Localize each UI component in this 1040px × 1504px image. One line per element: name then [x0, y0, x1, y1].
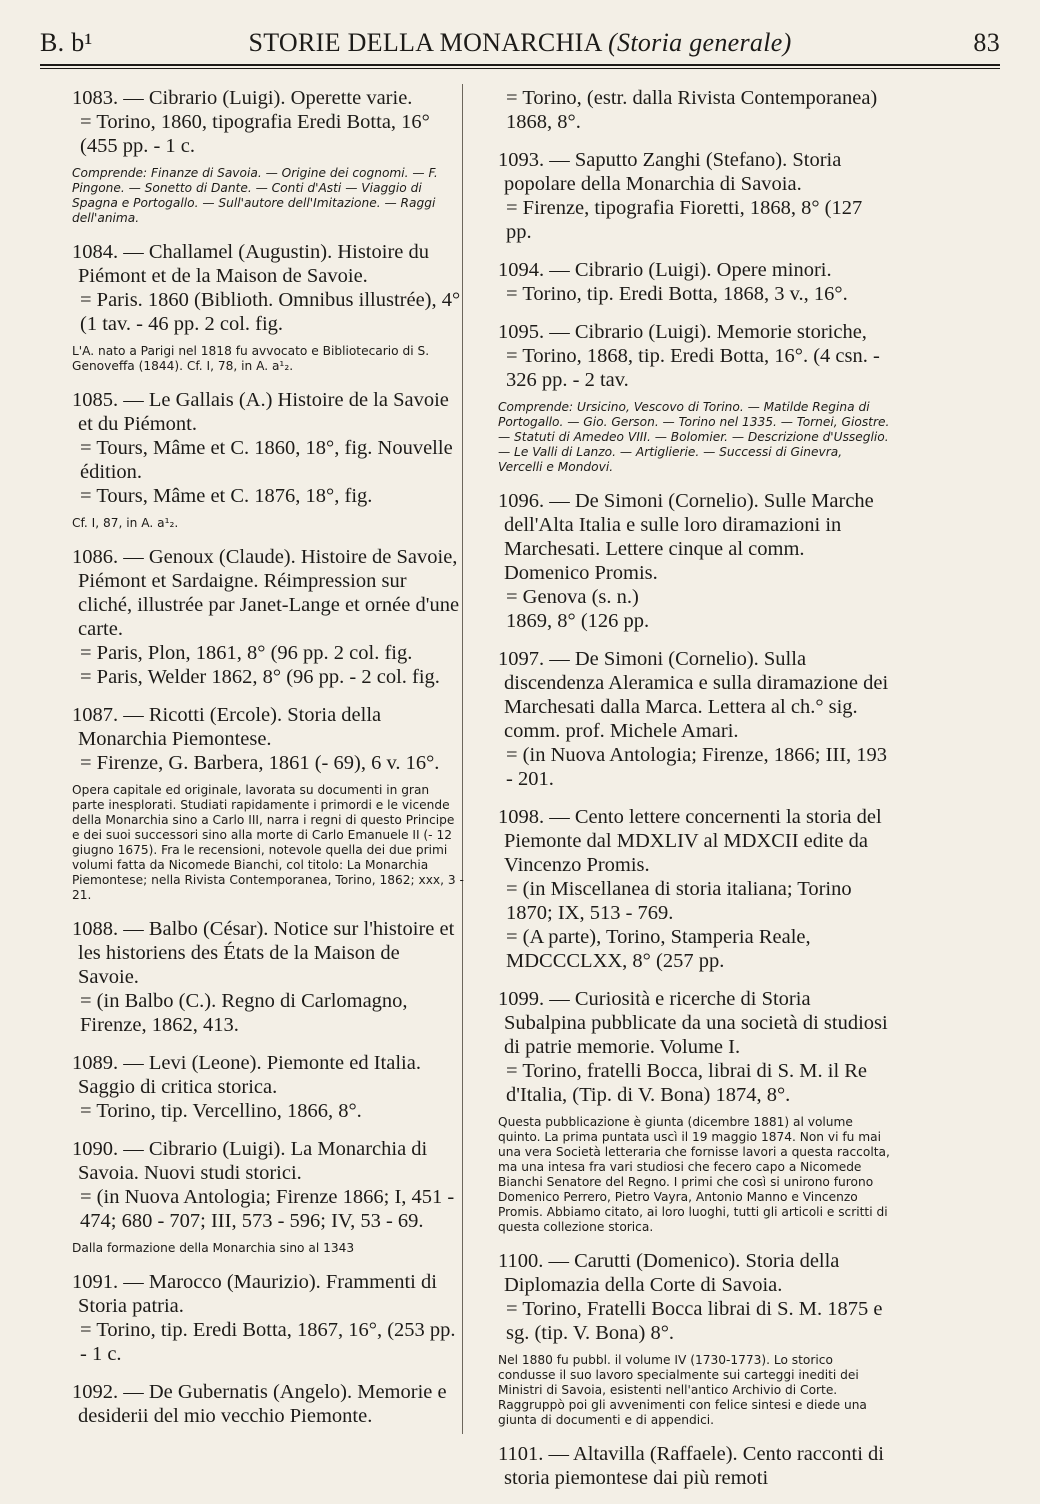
entry-note: Cf. I, 87, in A. a¹₂. — [72, 516, 179, 530]
entry-1087 — [72, 703, 464, 903]
entry-main: 1099. — Curiosità e ricerche di Storia Subalpina pubblicate da una società di studiosi di patrie memorie. Volume I. — [498, 988, 888, 1058]
entry-1083 — [72, 86, 464, 226]
entry-1093 — [498, 148, 890, 244]
entry-main: 1093. — Saputto Zanghi (Stefano). Storia popolare della Monarchia di Savoia. — [498, 149, 842, 195]
header-rule-thin — [40, 68, 1000, 69]
entry-imprint: = Torino, tip. Eredi Botta, 1867, 16°, (253 pp. - 1 c. — [80, 1319, 456, 1365]
entry-imprint: = (in Nuova Antologia; Firenze 1866; I, 451 - 474; 680 - 707; III, 573 - 596; IV, 53 - 69. — [80, 1186, 455, 1232]
entry-imprint: = Paris, Welder 1862, 8° (96 pp. - 2 col. fig. — [80, 666, 440, 688]
entry-1101 — [498, 1442, 890, 1490]
entry-imprint: = Tours, Mâme et C. 1876, 18°, fig. — [80, 485, 373, 507]
entry-imprint: = Torino, fratelli Bocca, librai di S. M. il Re d'Italia, (Tip. di V. Bona) 1874, 8°. — [506, 1060, 868, 1106]
entry-1097 — [498, 647, 890, 791]
entry-1094 — [498, 258, 890, 306]
entry-main: 1085. — Le Gallais (A.) Histoire de la Savoie et du Piémont. — [72, 389, 449, 435]
entry-1096 — [498, 489, 890, 633]
entry-imprint: = Genova (s. n.) — [506, 586, 639, 608]
entry-note: Opera capitale ed originale, lavorata su documenti in gran parte inesplorati. Studiati rapidamente i primordi e le vicende della Monarchia sino a Carlo III, narra i regni di questo Principe e dei suoi successori sino alla morte di Carlo Emanuele II (- 12 giugno 1675). Fra le recensioni, notevole quella dei due primi volumi fatta da Nicomede Bianchi, col titolo: La Monarchia Piemontese; nella Rivista Contemporanea, Torino, 1862; xxx, 3 - 21. — [72, 783, 464, 902]
entry-main: 1098. — Cento lettere concernenti la storia del Piemonte dal MDXLIV al MDXCII edite da Vincenzo Promis. — [498, 806, 882, 876]
entry-imprint: = Firenze, tipografia Fioretti, 1868, 8° (127 pp. — [506, 197, 863, 243]
running-header — [40, 28, 1000, 62]
entry-1095 — [498, 320, 890, 475]
entry-imprint: = Torino, tip. Vercellino, 1866, 8°. — [80, 1100, 362, 1122]
entry-note: Nel 1880 fu pubbl. il volume IV (1730-1773). Lo storico condusse il suo lavoro specialmente sui carteggi inediti dei Ministri di Savoia, esistenti nell'antico Archivio di Corte. Raggruppò poi gli avvenimenti con felice sintesi e diede una giunta di documenti e di appendici. — [498, 1353, 867, 1427]
header-rule-thick — [40, 64, 1000, 66]
entry-imprint: 1869, 8° (126 pp. — [506, 610, 650, 632]
entry-note: Comprende: Ursicino, Vescovo di Torino. — Matilde Regina di Portogallo. — Gio. Gerson. — Torino nel 1335. — Tornei, Giostre. — Statuti di Amedeo VIII. — Bolomier. — Descrizione d'Usseglio. — Le Valli di Lanzo. — Artiglierie. — Successi di Ginevra, Vercelli e Mondovi. — [498, 400, 890, 474]
entry-imprint: = (in Balbo (C.). Regno di Carlomagno, Firenze, 1862, 413. — [80, 990, 408, 1036]
entry-imprint: = Paris. 1860 (Biblioth. Omnibus illustrée), 4° (1 tav. - 46 pp. 2 col. fig. — [80, 289, 461, 335]
entry-imprint: = Torino, (estr. dalla Rivista Contemporanea) 1868, 8°. — [506, 87, 878, 133]
header-title-main: STORIE DELLA MONARCHIA — [248, 28, 602, 57]
entry-note: Dalla formazione della Monarchia sino al 1343 — [72, 1241, 355, 1255]
entry-imprint: = (A parte), Torino, Stamperia Reale, MDCCCLXX, 8° (257 pp. — [506, 926, 811, 972]
left-column — [72, 86, 464, 1442]
entry-1092-continued — [498, 86, 890, 134]
section-mark: B. b¹ — [40, 28, 93, 57]
entry-note: Comprende: Finanze di Savoia. — Origine dei cognomi. — F. Pingone. — Sonetto di Dante. — Conti d'Asti — Viaggio di Spagna e Portogallo. — Sull'autore dell'Imitazione. — Raggi dell'anima. — [72, 166, 438, 225]
entry-imprint: = Paris, Plon, 1861, 8° (96 pp. 2 col. fig. — [80, 642, 413, 664]
entry-imprint: = Torino, 1868, tip. Eredi Botta, 16°. (4 csn. - 326 pp. - 2 tav. — [506, 345, 880, 391]
entry-imprint: = Firenze, G. Barbera, 1861 (- 69), 6 v. 16°. — [80, 752, 440, 774]
entry-main: 1094. — Cibrario (Luigi). Opere minori. — [498, 259, 832, 281]
entry-main: 1100. — Carutti (Domenico). Storia della Diplomazia della Corte di Savoia. — [498, 1250, 840, 1296]
entry-main: 1083. — Cibrario (Luigi). Operette varie. — [72, 87, 413, 109]
entry-imprint: = Torino, 1860, tipografia Eredi Botta, 16° (455 pp. - 1 c. — [80, 111, 430, 157]
entry-main: 1097. — De Simoni (Cornelio). Sulla discendenza Aleramica e sulla diramazione dei Marchesati dalla Marca. Lettera al ch.° sig. comm. prof. Michele Amari. — [498, 648, 889, 742]
entry-1100 — [498, 1249, 890, 1428]
entry-note: L'A. nato a Parigi nel 1818 fu avvocato e Bibliotecario di S. Genoveffa (1844). Cf. I, 78, in A. a¹₂. — [72, 344, 430, 373]
entry-imprint: = (in Nuova Antologia; Firenze, 1866; III, 193 - 201. — [506, 744, 888, 790]
entry-1098 — [498, 805, 890, 973]
entry-main: 1088. — Balbo (César). Notice sur l'histoire et les historiens des États de la Maison de Savoie. — [72, 918, 455, 988]
entry-main: 1101. — Altavilla (Raffaele). Cento racconti di storia piemontese dai più remoti — [498, 1443, 884, 1489]
entry-imprint: = Torino, Fratelli Bocca librai di S. M. 1875 e sg. (tip. V. Bona) 8°. — [506, 1298, 883, 1344]
entry-1092 — [72, 1380, 464, 1428]
entry-main: 1092. — De Gubernatis (Angelo). Memorie e desiderii del mio vecchio Piemonte. — [72, 1381, 447, 1427]
right-column — [498, 86, 890, 1504]
page-number: 83 — [973, 28, 1000, 57]
entry-1099 — [498, 987, 890, 1235]
entry-imprint: = Torino, tip. Eredi Botta, 1868, 3 v., 16°. — [506, 283, 848, 305]
entry-1091 — [72, 1270, 464, 1366]
entry-main: 1086. — Genoux (Claude). Histoire de Savoie, Piémont et Sardaigne. Réimpression sur cliché, illustrée par Janet-Lange et ornée d'une carte. — [72, 546, 460, 640]
header-title — [40, 28, 1000, 58]
entry-1089 — [72, 1051, 464, 1123]
entry-main: 1090. — Cibrario (Luigi). La Monarchia di Savoia. Nuovi studi storici. — [72, 1138, 428, 1184]
entry-main: 1087. — Ricotti (Ercole). Storia della Monarchia Piemontese. — [72, 704, 382, 750]
entry-1085 — [72, 388, 464, 531]
entry-main: 1089. — Levi (Leone). Piemonte ed Italia. Saggio di critica storica. — [72, 1052, 421, 1098]
header-title-italic: (Storia generale) — [608, 28, 792, 57]
entry-1086 — [72, 545, 464, 689]
entry-main: 1091. — Marocco (Maurizio). Frammenti di Storia patria. — [72, 1271, 437, 1317]
entry-1084 — [72, 240, 464, 374]
entry-imprint: = Tours, Mâme et C. 1860, 18°, fig. Nouvelle édition. — [80, 437, 453, 483]
entry-note: Questa pubblicazione è giunta (dicembre 1881) al volume quinto. La prima puntata uscì il 19 maggio 1874. Non vi fu mai una vera Società letteraria che fornisse lavori a questa raccolta, ma una intesa fra vari studiosi che fecero capo a Nicomede Bianchi Senatore del Regno. I primi che così si unirono furono Domenico Perrero, Pietro Vayra, Antonio Manno e Vincenzo Promis. Abbiamo citato, ai loro luoghi, tutti gli articoli e scritti di questa collezione storica. — [498, 1115, 890, 1234]
entry-imprint: = (in Miscellanea di storia italiana; Torino 1870; IX, 513 - 769. — [506, 878, 852, 924]
entry-main: 1084. — Challamel (Augustin). Histoire du Piémont et de la Maison de Savoie. — [72, 241, 429, 287]
entry-1088 — [72, 917, 464, 1037]
entry-main: 1096. — De Simoni (Cornelio). Sulle Marche dell'Alta Italia e sulle loro diramazioni in Marchesati. Lettere cinque al comm. Domenico Promis. — [498, 490, 874, 584]
entry-main: 1095. — Cibrario (Luigi). Memorie storiche, — [498, 321, 867, 343]
entry-1090 — [72, 1137, 464, 1256]
